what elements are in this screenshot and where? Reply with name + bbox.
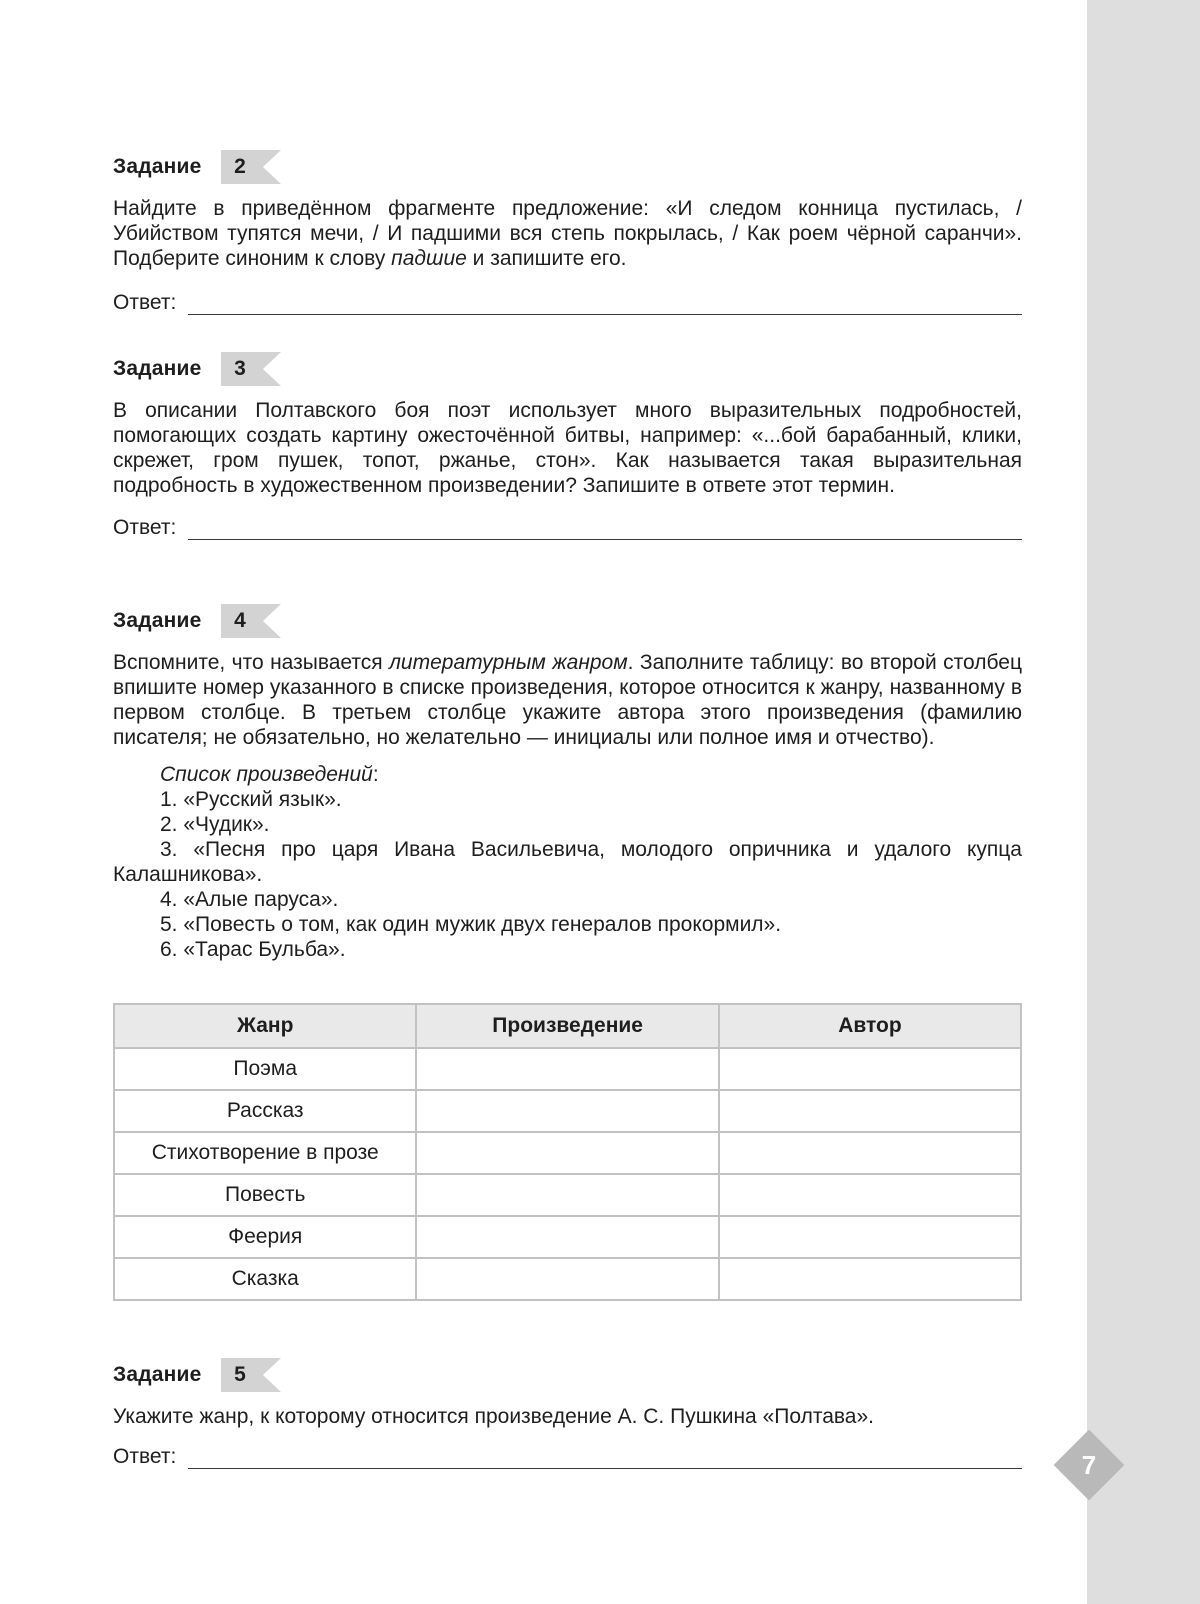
task-title: Задание [113, 155, 202, 178]
task-5 [113, 1358, 1022, 1469]
answer-label: Ответ: [113, 291, 177, 314]
page-number: 7 [1081, 1450, 1097, 1480]
genre-cell: Стихотворение в прозе [114, 1132, 416, 1174]
author-cell[interactable] [719, 1048, 1021, 1090]
column-header-work: Произведение [416, 1004, 718, 1048]
task-heading [113, 150, 1022, 184]
task-text-italic: падшие [391, 247, 467, 270]
works-list-heading-colon: : [372, 763, 379, 786]
task-heading [113, 604, 1022, 638]
task-number: 5 [234, 1363, 246, 1386]
works-list-item: 6. «Тарас Бульба». [160, 938, 346, 961]
works-list-item: 5. «Повесть о том, как один мужик двух генералов прокормил». [160, 913, 782, 936]
works-list-item: 2. «Чудик». [160, 813, 270, 836]
works-list-heading [113, 762, 1022, 787]
table-header-row [114, 1004, 1021, 1048]
task-title: Задание [113, 1363, 202, 1386]
genre-table [113, 1003, 1022, 1301]
task-text-part: и запишите его. [466, 247, 627, 270]
task-4 [113, 604, 1022, 962]
genre-cell: Поэма [114, 1048, 416, 1090]
author-cell[interactable] [719, 1090, 1021, 1132]
answer-row [113, 1443, 1022, 1469]
table-row [114, 1174, 1021, 1216]
genre-cell: Повесть [114, 1174, 416, 1216]
task-title: Задание [113, 609, 202, 632]
answer-row [113, 514, 1022, 540]
author-cell[interactable] [719, 1174, 1021, 1216]
author-cell[interactable] [719, 1216, 1021, 1258]
work-number-cell[interactable] [416, 1174, 718, 1216]
table-row [114, 1132, 1021, 1174]
task-title: Задание [113, 357, 202, 380]
page-side-strip [1087, 0, 1200, 1604]
task-text-part: Вспомните, что называется [113, 651, 390, 674]
works-list-heading-text: Список произведений [160, 763, 373, 786]
works-list-item: 1. «Русский язык». [160, 788, 342, 811]
task-number: 3 [234, 357, 246, 380]
work-number-cell[interactable] [416, 1216, 718, 1258]
table-row [114, 1258, 1021, 1300]
task-3 [113, 352, 1022, 540]
answer-input-line[interactable] [188, 295, 1022, 315]
column-header-author: Автор [719, 1004, 1021, 1048]
task-text [113, 650, 1022, 750]
task-text-italic: литературным жанром [389, 651, 628, 674]
works-list-item: 4. «Алые паруса». [160, 888, 339, 911]
task-heading [113, 352, 1022, 386]
author-cell[interactable] [719, 1258, 1021, 1300]
answer-label: Ответ: [113, 1445, 177, 1468]
genre-cell: Сказка [114, 1258, 416, 1300]
work-number-cell[interactable] [416, 1048, 718, 1090]
task-number: 2 [234, 155, 246, 178]
author-cell[interactable] [719, 1132, 1021, 1174]
works-list-item-text: 3. «Песня про царя Ивана Васильевича, молодого опричника и удалого купца Калашникова». [113, 838, 1022, 886]
task-text-part: . Заполните таблицу: во второй столбец впишите номер указанного в списке произведения, которое относится к жанру, названному в первом столбце. В третьем столбце укажите автора этого произведения (фамилию писателя; не обязательно, но желательно — инициалы или полное имя и отчество). [113, 651, 1022, 749]
task-number: 4 [234, 609, 246, 632]
task-2 [113, 150, 1022, 315]
work-number-cell[interactable] [416, 1258, 718, 1300]
task-text: В описании Полтавского боя поэт использует много выразительных подробностей, помогающих создать картину ожесточённой битвы, например: «...бой барабанный, клики, скрежет, гром пушек, топот, ржанье, стон». Как называется такая выразительная подробность в художественном произведении? Запишите в ответе этот термин. [113, 399, 1022, 497]
answer-row [113, 289, 1022, 315]
table-row [114, 1216, 1021, 1258]
answer-input-line[interactable] [188, 520, 1022, 540]
work-number-cell[interactable] [416, 1090, 718, 1132]
answer-label: Ответ: [113, 516, 177, 539]
answer-input-line[interactable] [188, 1449, 1022, 1469]
task-text-part: Найдите в приведённом фрагменте предложение: «И следом конница пустилась, / Убийством тупятся мечи, / И падшими вся степь покрылась, / Как роем чёрной саранчи». Подберите синоним к слову [113, 197, 1022, 270]
task-text: Укажите жанр, к которому относится произведение А. С. Пушкина «Полтава». [113, 1405, 874, 1428]
column-header-genre: Жанр [114, 1004, 416, 1048]
table-row [114, 1090, 1021, 1132]
works-list-item [113, 837, 1022, 887]
work-number-cell[interactable] [416, 1132, 718, 1174]
genre-cell: Феерия [114, 1216, 416, 1258]
works-list [113, 762, 1022, 962]
table-row [114, 1048, 1021, 1090]
task-text [113, 196, 1022, 271]
task-heading [113, 1358, 1022, 1392]
genre-cell: Рассказ [114, 1090, 416, 1132]
